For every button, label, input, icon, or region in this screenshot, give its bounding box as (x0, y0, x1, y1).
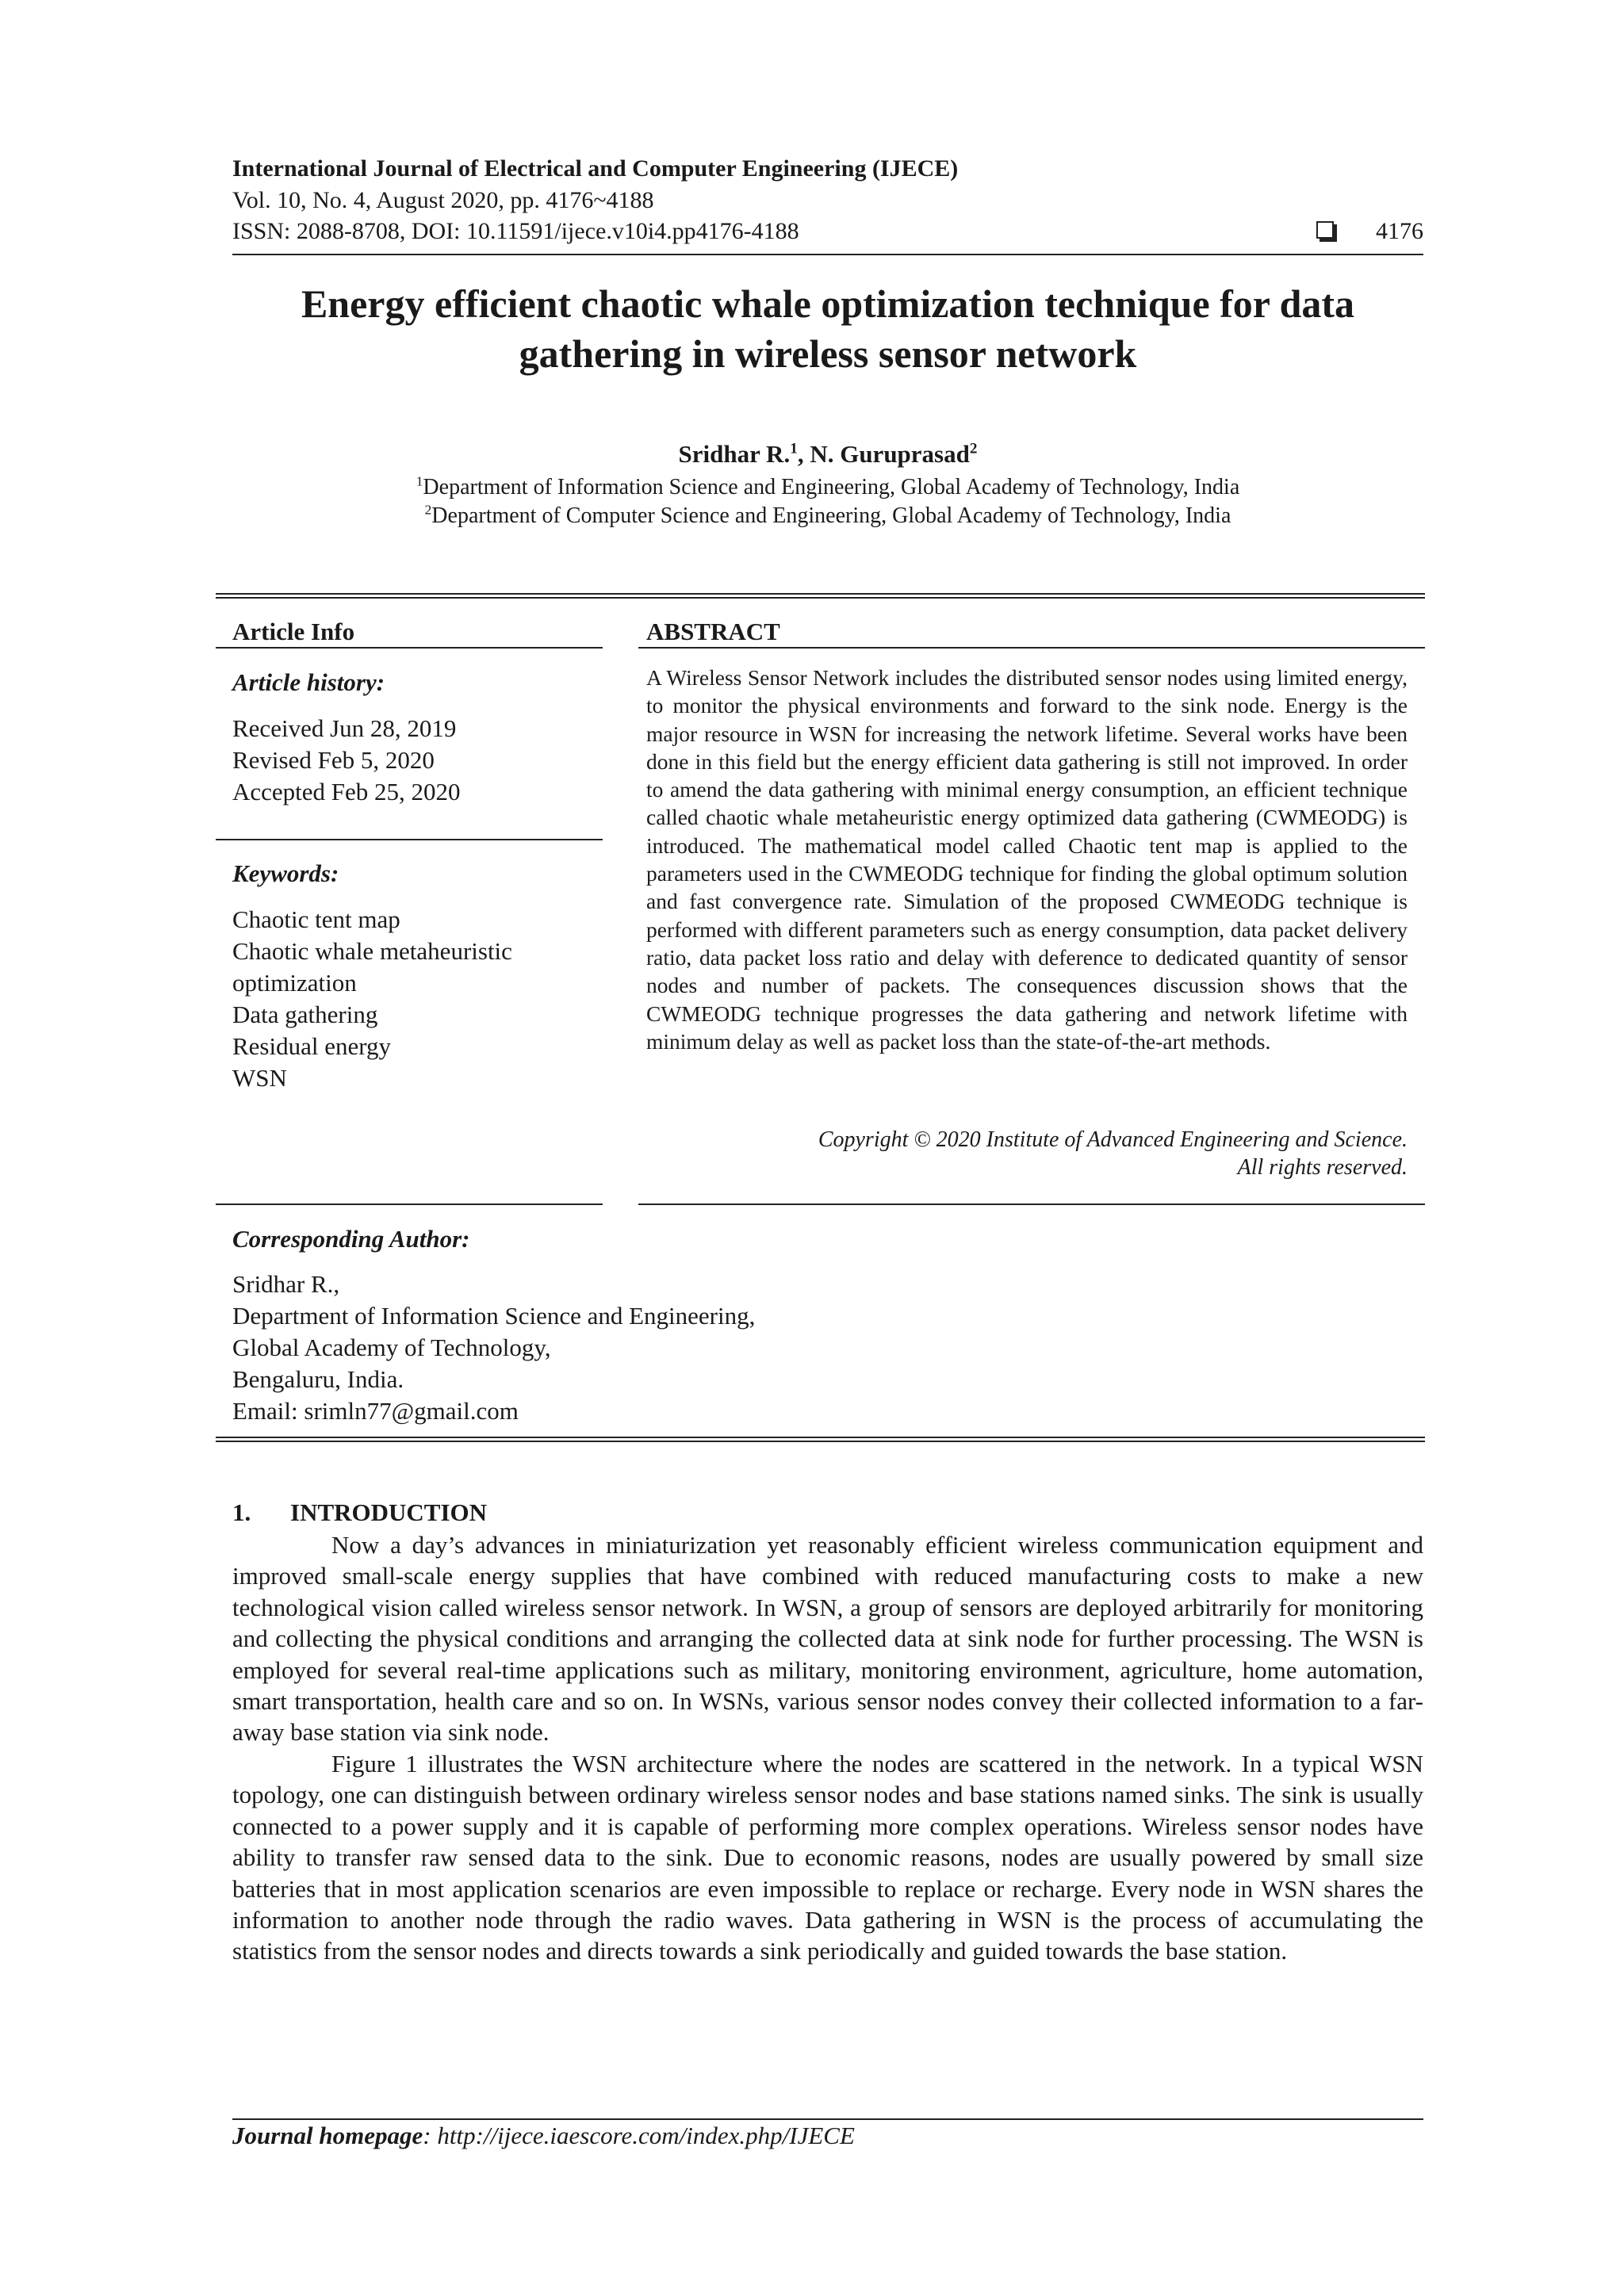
abstract-heading: ABSTRACT (646, 618, 780, 645)
abstract-text: A Wireless Sensor Network includes the distributed sensor nodes using limited energy, to monitor the physical environments and forward to the sink node. Energy is the major resource in WSN for increasing the network lifetime. Several works have been done in this field but the energy efficient data gathering is still not improved. In order to amend the data gathering with minimal energy consumption, an efficient technique called chaotic whale metaheuristic energy optimized data gathering (CWMEODG) is introduced. The mathematical model called Chaotic tent map is applied to the parameters used in the CWMEODG technique for finding the global optimum solution and fast convergence rate. Simulation of the proposed CWMEODG technique is performed with different parameters such as energy consumption, data packet delivery ratio, data packet loss ratio and delay with deference to dedicated quantity of sensor nodes and number of packets. The consequences discussion shows that the CWMEODG technique progresses the data gathering and network lifetime with minimum delay as well as packet loss than the state-of-the-art methods. (646, 665, 1408, 1054)
info-bottom-rule (216, 1437, 1425, 1442)
title-line-2: gathering in wireless sensor network (519, 331, 1137, 376)
intro-paragraph-1: Now a day’s advances in miniaturization yet reasonably efficient wireless communication equipment and improved small-scale energy supplies that have combined with reduced manufacturing costs to make a new technological vision called wireless sensor network. In WSN, a group of sensors are deployed arbitrarily for monitoring and collecting the physical conditions and arranging the collected data at sink node for further processing. The WSN is employed for several real-time applications such as military, monitoring environment, agriculture, home automation, smart transportation, health care and so on. In WSNs, various sensor nodes convey their collected information to a far-away base station via sink node. (232, 1531, 1423, 1747)
author-2-sup: 2 (969, 440, 978, 457)
copyright-notice (646, 1126, 1408, 1181)
affiliation-1-sup: 1 (416, 473, 423, 489)
affiliation-2-sup: 2 (424, 502, 432, 518)
keywords-heading: Keywords: (232, 859, 339, 887)
affiliation-2-text: Department of Computer Science and Engineering, Global Academy of Technology, India (431, 503, 1231, 528)
email-line: Email: srimln77@gmail.com (232, 1397, 519, 1425)
keyword-item: Data gathering (232, 1001, 378, 1028)
article-history-heading: Article history: (232, 668, 385, 696)
history-received: Received Jun 28, 2019 (232, 714, 457, 742)
keyword-item: Chaotic whale metaheuristic (232, 937, 512, 965)
history-revised: Revised Feb 5, 2020 (232, 746, 435, 774)
affiliation-2 (232, 503, 1423, 529)
homepage-colon: : (423, 2122, 438, 2149)
journal-homepage (232, 2122, 855, 2150)
keyword-item: Chaotic tent map (232, 905, 400, 933)
author-1-sup: 1 (790, 440, 798, 457)
keyword-item: optimization (232, 969, 357, 997)
footer-rule (232, 2118, 1423, 2120)
abstract-rule (638, 647, 1425, 649)
corresponding-author-details (232, 1269, 755, 1427)
department-line: Department of Information Science and Engineering, (232, 1302, 756, 1330)
section-title: INTRODUCTION (290, 1498, 488, 1526)
header-rule (232, 254, 1423, 255)
affiliation-1 (232, 475, 1423, 500)
history-accepted: Accepted Feb 25, 2020 (232, 778, 461, 806)
issn-doi-line: ISSN: 2088-8708, DOI: 10.11591/ijece.v10i4.pp4176-4188 (232, 218, 799, 244)
author-list (232, 440, 1423, 469)
affiliation-1-text: Department of Information Science and Engineering, Global Academy of Technology, India (423, 475, 1240, 499)
corresponding-left-rule (216, 1203, 603, 1205)
copyright-line-1: Copyright © 2020 Institute of Advanced Engineering and Science. (818, 1127, 1408, 1152)
location-line: Bengaluru, India. (232, 1365, 404, 1393)
abstract-bottom-rule (638, 1203, 1425, 1205)
page-box-icon (1316, 221, 1334, 239)
page-number: 4176 (1376, 218, 1423, 244)
keywords-list (232, 904, 512, 1094)
section-number: 1. (232, 1498, 251, 1526)
keyword-item: WSN (232, 1064, 287, 1092)
info-top-rule (216, 593, 1425, 599)
article-info-heading: Article Info (232, 618, 355, 645)
author-2-name: N. Guruprasad (810, 440, 970, 468)
intro-paragraph-2: Figure 1 illustrates the WSN architecture where the nodes are scattered in the network. In a typical WSN topology, one can distinguish between ordinary wireless sensor nodes and base stations named sinks. The sink is usually connected to a power supply and it is capable of performing more complex operations. Wireless sensor nodes have ability to transfer raw sensed data to the sink. Due to economic reasons, nodes are usually powered by small size batteries that in most application scenarios are even impossible to replace or recharge. Every node in WSN shares the information to another node through the radio waves. Data gathering in WSN is the process of accumulating the statistics from the sensor nodes and directs towards a sink periodically and guided towards the base station. (232, 1750, 1423, 1965)
history-keywords-rule (216, 839, 603, 840)
volume-line: Vol. 10, No. 4, August 2020, pp. 4176~4188 (232, 187, 654, 213)
paper-title (232, 279, 1423, 379)
author-1-name: Sridhar R. (678, 440, 791, 468)
introduction-heading (232, 1498, 487, 1527)
homepage-label: Journal homepage (232, 2122, 423, 2149)
keyword-item: Residual energy (232, 1032, 392, 1060)
author-separator: , (797, 440, 810, 468)
corresponding-author-heading: Corresponding Author: (232, 1225, 470, 1253)
copyright-line-2: All rights reserved. (1237, 1155, 1408, 1180)
homepage-url[interactable]: http://ijece.iaescore.com/index.php/IJECE (437, 2122, 855, 2149)
author-name-line: Sridhar R., (232, 1270, 340, 1298)
title-line-1: Energy efficient chaotic whale optimization technique for data (301, 281, 1355, 326)
article-history-list (232, 713, 461, 808)
journal-name: International Journal of Electrical and Computer Engineering (IJECE) (232, 155, 959, 182)
article-info-rule (216, 647, 603, 649)
institution-line: Global Academy of Technology, (232, 1334, 551, 1361)
